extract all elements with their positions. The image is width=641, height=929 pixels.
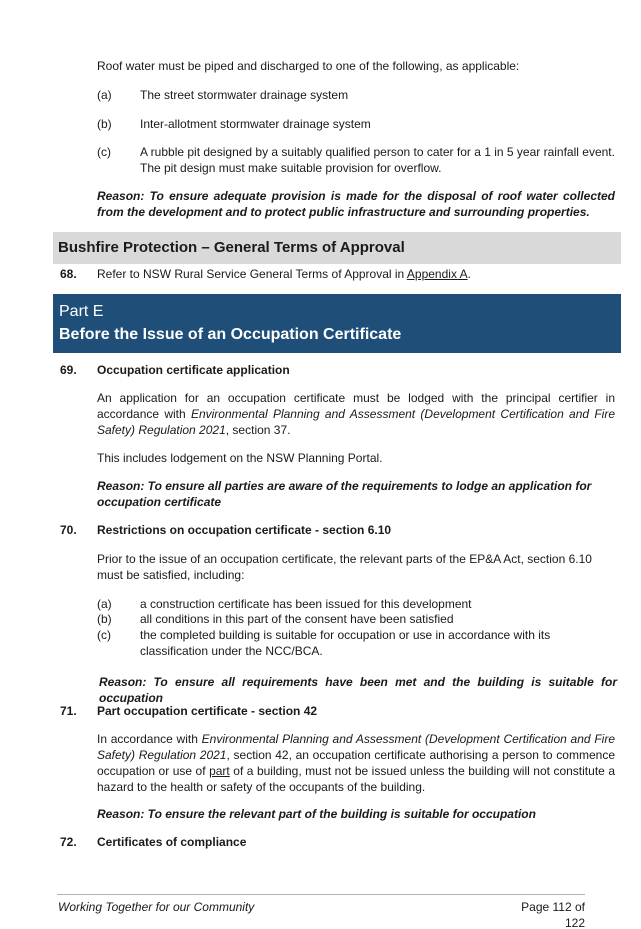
page-number: Page 112 of 122 — [521, 900, 585, 929]
condition-number: 72. — [60, 835, 77, 849]
condition-paragraph: Prior to the issue of an occupation certificate, the relevant parts of the EP&A Act, section 6.10 must be satisfied, including: — [97, 552, 592, 582]
condition-paragraph: This includes lodgement on the NSW Planning Portal. — [97, 451, 383, 465]
list-label: (b) — [97, 117, 112, 131]
appendix-link[interactable]: Appendix A — [406, 267, 468, 281]
text-run: of a building, must not be issued unless the building will not constitute a hazard to the health or safety of the occupants of the building. — [97, 764, 615, 794]
list-label: (c) — [97, 145, 111, 159]
condition-number: 71. — [60, 704, 77, 718]
list-item: the completed building is suitable for occupation or use in accordance with its classification under the NCC/BCA. — [140, 628, 551, 658]
footer-divider — [57, 894, 585, 895]
condition-number: 69. — [60, 363, 77, 377]
regulation-title: Environmental Planning and Assessment (Development Certification and Fire Safety) Regulation 2021 — [97, 732, 615, 762]
roof-water-intro: Roof water must be piped and discharged to one of the following, as applicable: — [97, 59, 520, 73]
list-label: (c) — [97, 628, 111, 642]
condition-number: 70. — [60, 523, 77, 537]
section-title: Bushfire Protection – General Terms of Approval — [58, 239, 405, 256]
text-run: In accordance with — [97, 732, 202, 746]
list-label: (a) — [97, 597, 112, 611]
reason-text: Reason: To ensure adequate provision is made for the disposal of roof water collected from the development and to protect public infrastructure and surrounding properties. — [97, 189, 615, 219]
condition-paragraph — [97, 731, 615, 795]
text-run: An application for an occupation certificate must be lodged with the principal certifier in accordance with — [97, 391, 615, 421]
bushfire-text-after: . — [467, 267, 471, 281]
list-label: (b) — [97, 612, 112, 626]
part-title: Before the Issue of an Occupation Certificate — [59, 326, 402, 343]
list-item: The street stormwater drainage system — [140, 88, 349, 102]
underlined-word: part — [209, 764, 230, 778]
condition-paragraph — [97, 390, 615, 438]
bushfire-text — [97, 266, 615, 282]
part-label: Part E — [59, 303, 104, 320]
text-run: , section 37. — [225, 423, 291, 437]
bushfire-text-before: Refer to NSW Rural Service General Terms of Approval in — [97, 267, 407, 281]
condition-heading: Occupation certificate application — [97, 363, 290, 377]
reason-text: Reason: To ensure all requirements have been met and the building is suitable for occupation — [99, 675, 617, 705]
reason-text: Reason: To ensure all parties are aware of the requirements to lodge an application for occupation certificate — [97, 479, 592, 509]
list-item: A rubble pit designed by a suitably qualified person to cater for a 1 in 5 year rainfall event. The pit design must make suitable provision for overflow. — [140, 145, 615, 175]
condition-heading: Part occupation certificate - section 42 — [97, 704, 318, 718]
regulation-title: Environmental Planning and Assessment (Development Certification and Fire Safety) Regulation 2021 — [97, 407, 616, 437]
reason-text: Reason: To ensure the relevant part of the building is suitable for occupation — [97, 807, 536, 821]
footer-tagline: Working Together for our Community — [58, 900, 255, 914]
condition-number: 68. — [60, 267, 77, 281]
text-run: , section 42, an occupation certificate authorising a person to commence occupation or use of — [97, 748, 615, 778]
list-item: Inter-allotment stormwater drainage system — [140, 117, 371, 131]
condition-heading: Certificates of compliance — [97, 835, 247, 849]
list-item: all conditions in this part of the consent have been satisfied — [140, 612, 454, 626]
condition-heading: Restrictions on occupation certificate - section 6.10 — [97, 523, 392, 537]
list-item: a construction certificate has been issued for this development — [140, 597, 472, 611]
list-label: (a) — [97, 88, 112, 102]
part-header — [53, 294, 621, 353]
